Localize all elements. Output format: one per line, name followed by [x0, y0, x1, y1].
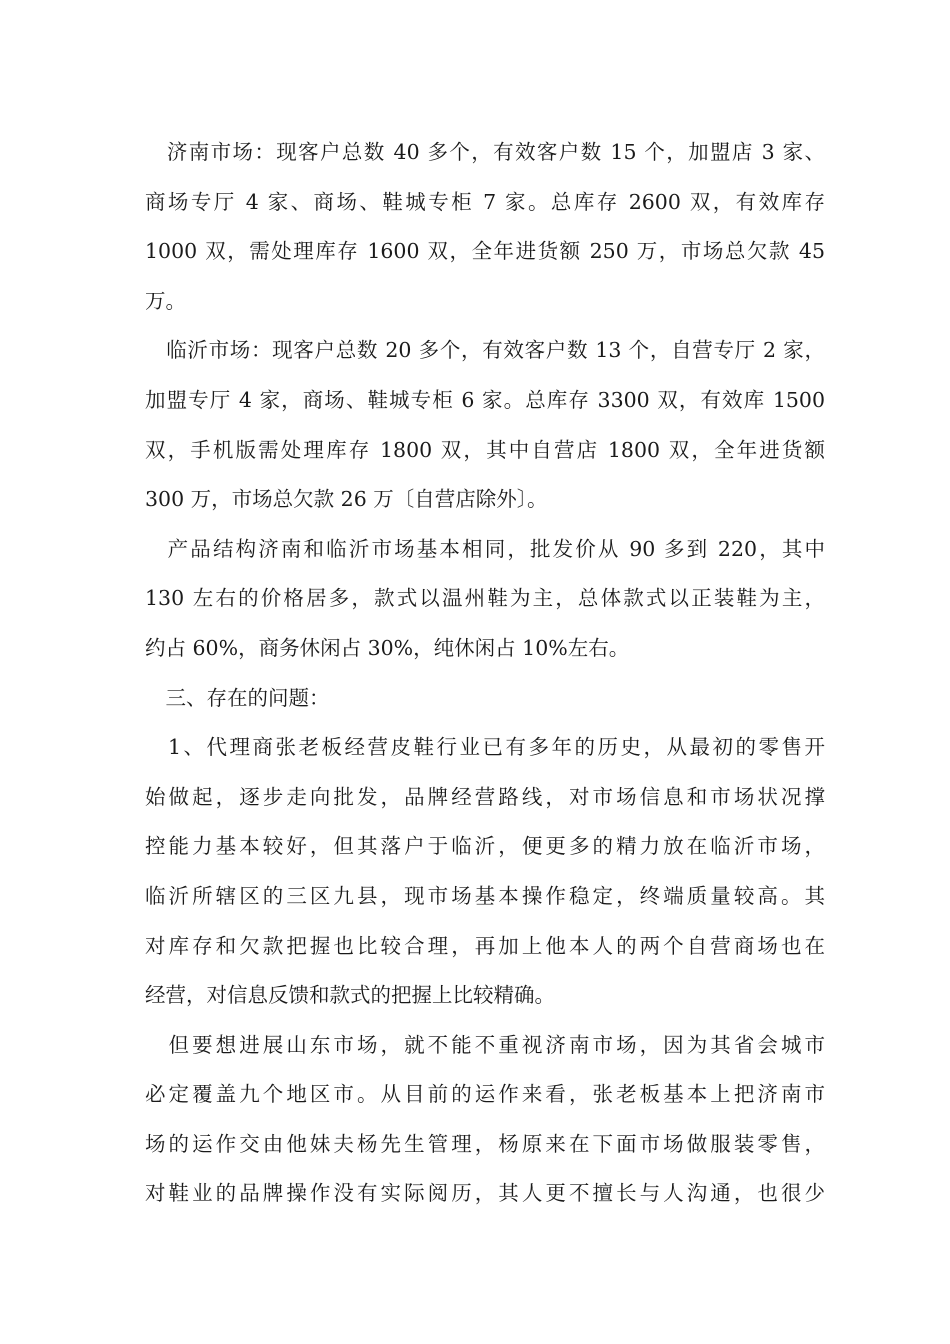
text-line: 必定覆盖九个地区市。从目前的运作来看，张老板基本上把济南市 [145, 1082, 825, 1107]
text-line: 1000 双，需处理库存 1600 双，全年进货额 250 万，市场总欠款 45 [145, 239, 825, 264]
text-line: 1、代理商张老板经营皮鞋行业已有多年的历史，从最初的零售开 [145, 735, 825, 760]
text-line: 临沂市场：现客户总数 20 多个，有效客户数 13 个，自营专厅 2 家， [145, 338, 825, 363]
text-line: 万。 [145, 288, 186, 313]
text-line: 约占 60%，商务休闲占 30%，纯休闲占 10%左右。 [145, 635, 630, 660]
text-line: 130 左右的价格居多，款式以温州鞋为主，总体款式以正装鞋为主， [145, 586, 825, 611]
text-line: 双，手机版需处理库存 1800 双，其中自营店 1800 双，全年进货额 [145, 437, 825, 462]
text-line: 济南市场：现客户总数 40 多个，有效客户数 15 个，加盟店 3 家、 [145, 140, 825, 164]
document-page [145, 128, 825, 1219]
text-line: 对库存和欠款把握也比较合理，再加上他本人的两个自营商场也在 [145, 933, 825, 958]
text-line: 产品结构济南和临沂市场基本相同，批发价从 90 多到 220，其中 [145, 536, 825, 561]
text-line: 加盟专厅 4 家，商场、鞋城专柜 6 家。总库存 3300 双，有效库 1500 [145, 387, 825, 412]
section-heading-problems [145, 674, 825, 724]
paragraph-jinan-market [145, 128, 825, 326]
text-line: 临沂所辖区的三区九县，现市场基本操作稳定，终端质量较高。其 [145, 883, 825, 908]
section-heading: 三、存在的问题： [145, 685, 330, 710]
text-line: 控能力基本较好，但其落户于临沂，便更多的精力放在临沂市场， [145, 834, 825, 859]
text-line: 场的运作交由他妹夫杨先生管理，杨原来在下面市场做服装零售， [145, 1131, 825, 1156]
text-line: 经营，对信息反馈和款式的把握上比较精确。 [145, 983, 555, 1008]
paragraph-product-structure [145, 525, 825, 674]
text-line: 对鞋业的品牌操作没有实际阅历，其人更不擅长与人沟通，也很少 [145, 1181, 825, 1206]
paragraph-problem-one [145, 723, 825, 1021]
text-line: 始做起，逐步走向批发，品牌经营路线，对市场信息和市场状况撑 [145, 784, 825, 809]
paragraph-jinan-importance [145, 1021, 825, 1219]
paragraph-linyi-market [145, 326, 825, 524]
text-line: 但要想进展山东市场，就不能不重视济南市场，因为其省会城市 [145, 1032, 825, 1057]
text-line: 300 万，市场总欠款 26 万〔自营店除外〕。 [145, 487, 548, 512]
text-line: 商场专厅 4 家、商场、鞋城专柜 7 家。总库存 2600 双，有效库存 [145, 189, 825, 214]
